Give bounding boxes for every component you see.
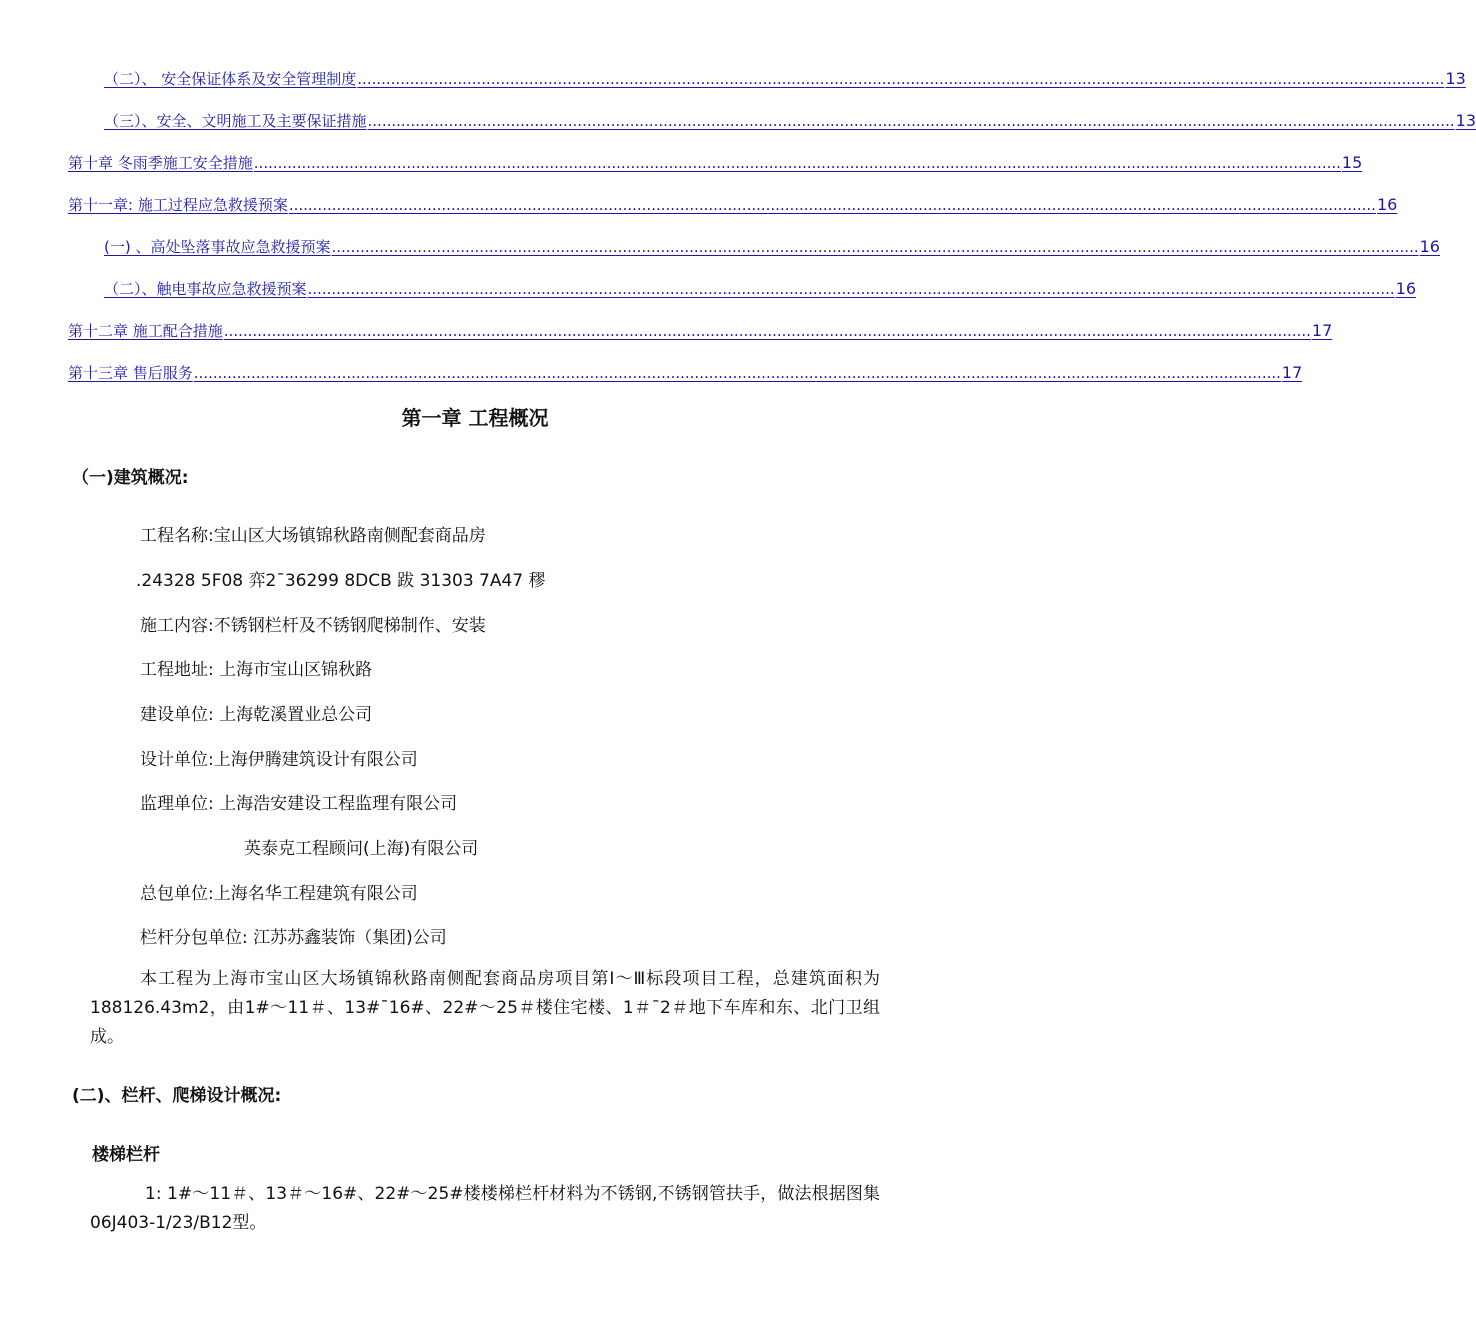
toc-page-number: 13: [1455, 111, 1476, 130]
toc-leader-dots: ....................................................................................................................................................................................................................................: [307, 280, 1395, 298]
project-summary-paragraph: 本工程为上海市宝山区大场镇锦秋路南侧配套商品房项目第Ⅰ～Ⅲ标段项目工程，总建筑面积为188126.43m2，由1#～11＃、13#¯16#、22#～25＃楼住宅楼、1＃¯2＃地下车库和东、北门卫组成。: [90, 969, 880, 1047]
toc-entry-text: （二）、 安全保证体系及安全管理制度: [104, 70, 357, 88]
chapter-title: 第一章 工程概况: [401, 406, 549, 430]
toc-leader-dots: ....................................................................................................................................................................................................................................: [193, 364, 1281, 382]
toc-leader-dots: ....................................................................................................................................................................................................................................: [367, 112, 1455, 130]
work-content-line: 施工内容:不锈钢栏杆及不锈钢爬梯制作、安装: [140, 616, 486, 636]
toc-entry-text: 第十二章 施工配合措施: [68, 322, 223, 340]
toc-entry-text: 第十章 冬雨季施工安全措施: [68, 154, 253, 172]
section-heading: （一)建筑概况:: [72, 468, 189, 488]
project-address-line: 工程地址: 上海市宝山区锦秋路: [140, 660, 373, 680]
supervision-unit-line-2: 英泰克工程顾问(上海)有限公司: [244, 839, 479, 859]
toc-entry[interactable]: [104, 234, 1440, 256]
supervision-unit-line: 监理单位: 上海浩安建设工程监理有限公司: [140, 794, 458, 814]
toc-entry[interactable]: [68, 318, 1333, 340]
owner-unit-line: 建设单位: 上海乾溪置业总公司: [140, 705, 373, 725]
toc-entry-text: （三）、安全、文明施工及主要保证措施: [104, 112, 367, 130]
toc-leader-dots: ....................................................................................................................................................................................................................................: [288, 196, 1376, 214]
toc-entry[interactable]: [68, 360, 1303, 382]
toc-leader-dots: ....................................................................................................................................................................................................................................: [357, 70, 1445, 88]
toc-leader-dots: ....................................................................................................................................................................................................................................: [331, 238, 1419, 256]
toc-leader-dots: ....................................................................................................................................................................................................................................: [253, 154, 1341, 172]
toc-entry[interactable]: [68, 150, 1363, 172]
toc-leader-dots: ....................................................................................................................................................................................................................................: [223, 322, 1311, 340]
general-contractor-line: 总包单位:上海名华工程建筑有限公司: [140, 884, 418, 904]
toc-page-number: 17: [1311, 321, 1333, 340]
section-heading: (二)、栏杆、爬梯设计概况:: [72, 1086, 282, 1106]
toc-page-number: 13: [1445, 69, 1466, 88]
toc-entry-text: （二）、触电事故应急救援预案: [104, 280, 307, 298]
toc-page-number: 16: [1419, 237, 1440, 256]
toc-page-number: 16: [1395, 279, 1416, 298]
toc-page-number: 15: [1341, 153, 1363, 172]
toc-entry[interactable]: [104, 276, 1416, 298]
toc-page-number: 16: [1376, 195, 1398, 214]
toc-entry-text: 第十一章: 施工过程应急救援预案: [68, 196, 288, 214]
toc-page-number: 17: [1281, 363, 1303, 382]
toc-entry-text: 第十三章 售后服务: [68, 364, 193, 382]
toc-entry[interactable]: [68, 192, 1398, 214]
design-unit-line: 设计单位:上海伊腾建筑设计有限公司: [140, 750, 418, 770]
stair-railing-paragraph: 1: 1#～11＃、13＃～16#、22#～25#楼楼梯栏杆材料为不锈钢,不锈钢管扶手，做法根据图集06J403-1/23/B12型。: [90, 1184, 880, 1233]
subsection-heading: 楼梯栏杆: [92, 1145, 160, 1165]
garbled-line: .24328 5F08 弈2¯36299 8DCB 跋 31303 7A47 穋: [136, 571, 546, 591]
toc-entry-text: (一) 、高处坠落事故应急救援预案: [104, 238, 331, 256]
toc-entry[interactable]: [104, 108, 1476, 130]
toc-entry[interactable]: [104, 66, 1466, 88]
project-name-line: 工程名称:宝山区大场镇锦秋路南侧配套商品房: [140, 526, 486, 546]
railing-subcontractor-line: 栏杆分包单位: 江苏苏鑫装饰（集团)公司: [140, 928, 447, 948]
